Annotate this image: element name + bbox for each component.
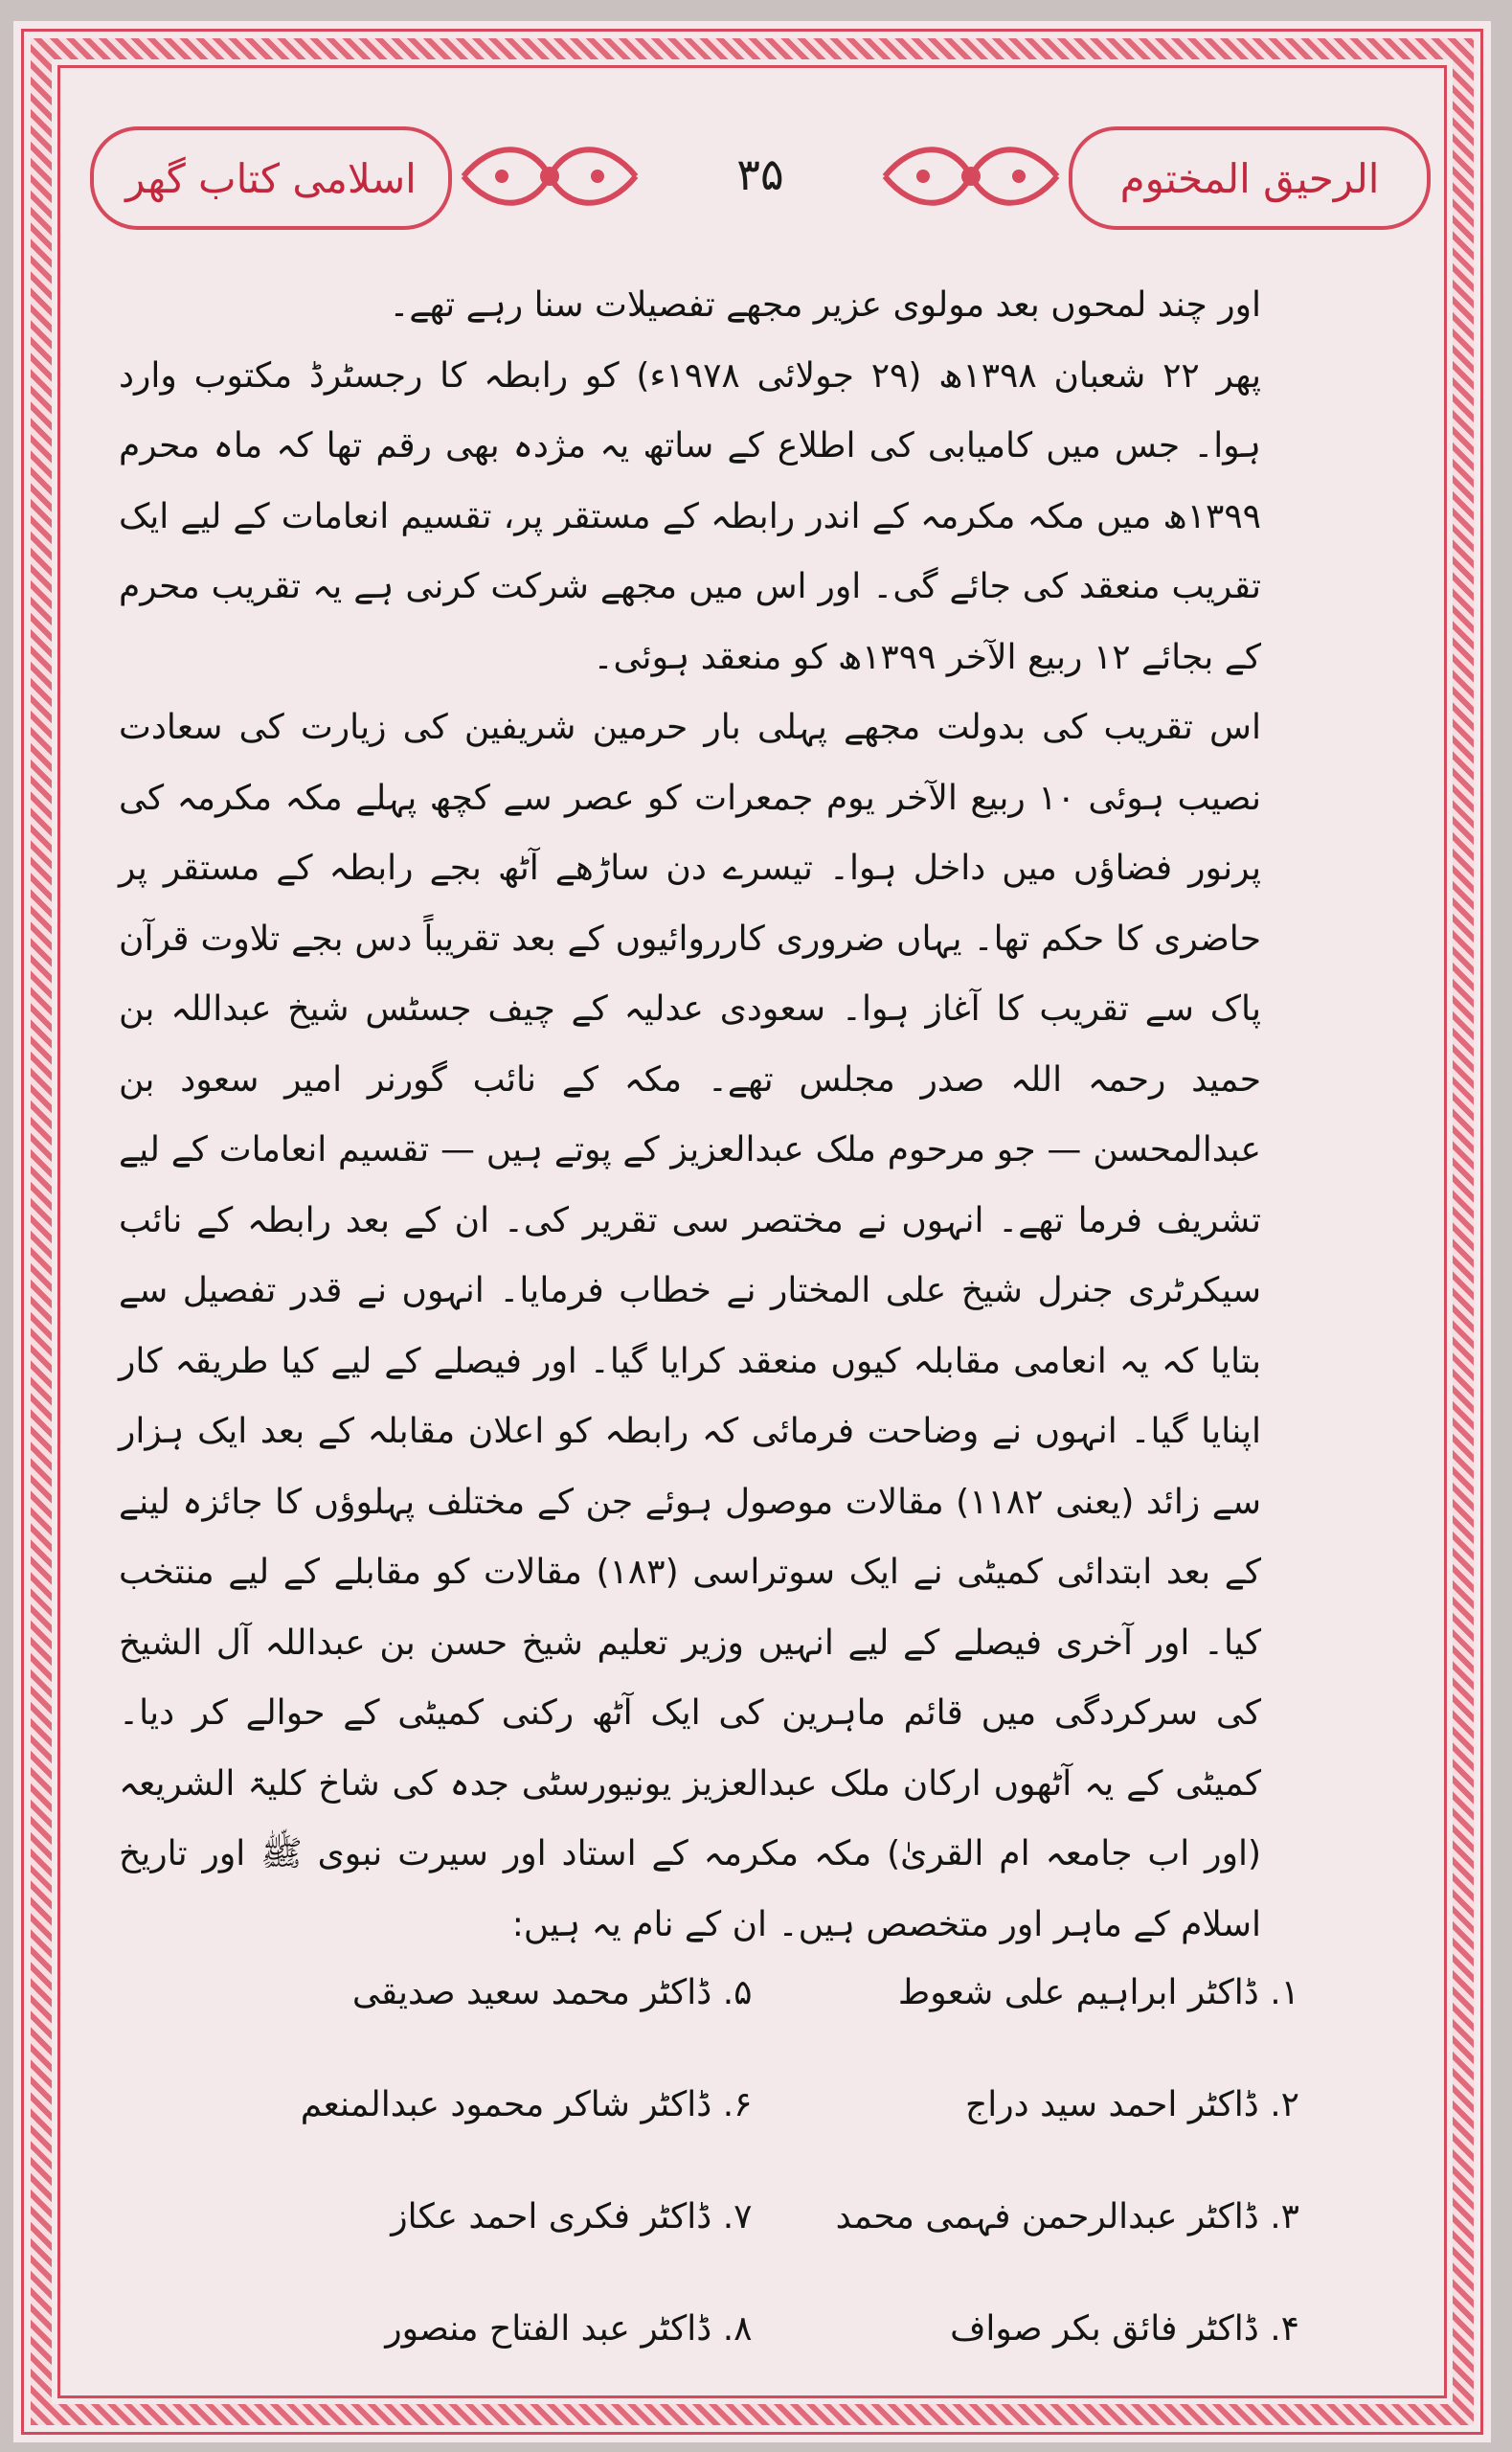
body-text	[119, 270, 1386, 1960]
floral-ornament-icon	[454, 136, 645, 216]
list-item: ۴. ڈاکٹر فائق بکر صواف	[950, 2309, 1299, 2349]
publisher-name: اسلامی کتاب گھر	[90, 126, 452, 230]
list-item: ۸. ڈاکٹر عبد الفتاح منصور	[385, 2309, 753, 2349]
list-item: ۵. ڈاکٹر محمد سعید صدیقی	[351, 1973, 753, 2012]
committee-names-list	[205, 1937, 1299, 2387]
book-page	[13, 21, 1491, 2442]
paragraph: اور چند لمحوں بعد مولوی عزیر مجھے تفصیلات سنا رہے تھے۔	[389, 285, 1261, 325]
list-item: ۲. ڈاکٹر احمد سید دراج	[964, 2085, 1299, 2124]
book-title: الرحیق المختوم	[1069, 126, 1431, 230]
page-number: ۳۵	[693, 134, 827, 215]
list-item: ۱. ڈاکٹر ابراہیم علی شعوط	[897, 1973, 1299, 2012]
floral-ornament-icon	[875, 136, 1067, 216]
page-header	[90, 126, 1431, 232]
paragraph: اس تقریب کی بدولت مجھے پہلی بار حرمین شریفین کی زیارت کی سعادت نصیب ہوئی ۱۰ ربیع الآخر یوم جمعرات کو عصر سے کچھ پہلے مکہ مکرمہ کی پرنور فضاؤں میں داخل ہوا۔ تیسرے دن ساڑھے آٹھ بجے رابطہ کے مستقر پر حاضری کا حکم تھا۔ یہاں ضروری کارروائیوں کے بعد تقریباً دس بجے تلاوت قرآن پاک سے تقریب کا آغاز ہوا۔ سعودی عدلیہ کے چیف جسٹس شیخ عبداللہ بن حمید رحمہ اللہ صدر مجلس تھے۔ مکہ کے نائب گورنر امیر سعود بن عبدالمحسن — جو مرحوم ملک عبدالعزیز کے پوتے ہیں — تقسیم انعامات کے لیے تشریف فرما تھے۔ انہوں نے مختصر سی تقریر کی۔ ان کے بعد رابطہ کے نائب سیکرٹری جنرل شیخ علی المختار نے خطاب فرمایا۔ انہوں نے قدر تفصیل سے بتایا کہ یہ انعامی مقابلہ کیوں منعقد کرایا گیا۔ اور فیصلے کے لیے کیا طریقہ کار اپنایا گیا۔ انہوں نے وضاحت فرمائی کہ رابطہ کو اعلان مقابلہ کے بعد ایک ہزار سے زائد (یعنی ۱۱۸۲) مقالات موصول ہوئے جن کے مختلف پہلوؤں کا جائزہ لینے کے بعد ابتدائی کمیٹی نے ایک سوتراسی (۱۸۳) مقالات کو مقابلے کے لیے منتخب کیا۔ اور آخری فیصلے کے لیے انہیں وزیر تعلیم شیخ حسن بن عبداللہ آل الشیخ کی سرکردگی میں قائم ماہرین کی ایک آٹھ رکنی کمیٹی کے حوالے کر دیا۔ کمیٹی کے یہ آٹھوں ارکان ملک عبدالعزیز یونیورسٹی جدہ کی شاخ کلیۃ الشریعہ (اور اب جامعہ ام القریٰ) مکہ مکرمہ کے استاد اور سیرت نبوی ﷺ اور تاریخ اسلام کے ماہر اور متخصص ہیں۔ ان کے نام یہ ہیں:	[119, 708, 1262, 1944]
list-item: ۷. ڈاکٹر فکری احمد عکاز	[391, 2197, 753, 2236]
list-item: ۶. ڈاکٹر شاکر محمود عبدالمنعم	[300, 2085, 753, 2124]
paragraph: پھر ۲۲ شعبان ۱۳۹۸ھ (۲۹ جولائی ۱۹۷۸ء) کو رابطہ کا رجسٹرڈ مکتوب وارد ہوا۔ جس میں کامیابی کی اطلاع کے ساتھ یہ مژدہ بھی رقم تھا کہ ماہ محرم ۱۳۹۹ھ میں مکہ مکرمہ کے اندر رابطہ کے مستقر پر، تقسیم انعامات کے لیے ایک تقریب منعقد کی جائے گی۔ اور اس میں مجھے شرکت کرنی ہے یہ تقریب محرم کے بجائے ۱۲ ربیع الآخر ۱۳۹۹ھ کو منعقد ہوئی۔	[119, 355, 1262, 677]
list-item: ۳. ڈاکٹر عبدالرحمن فہمی محمد	[835, 2197, 1299, 2236]
